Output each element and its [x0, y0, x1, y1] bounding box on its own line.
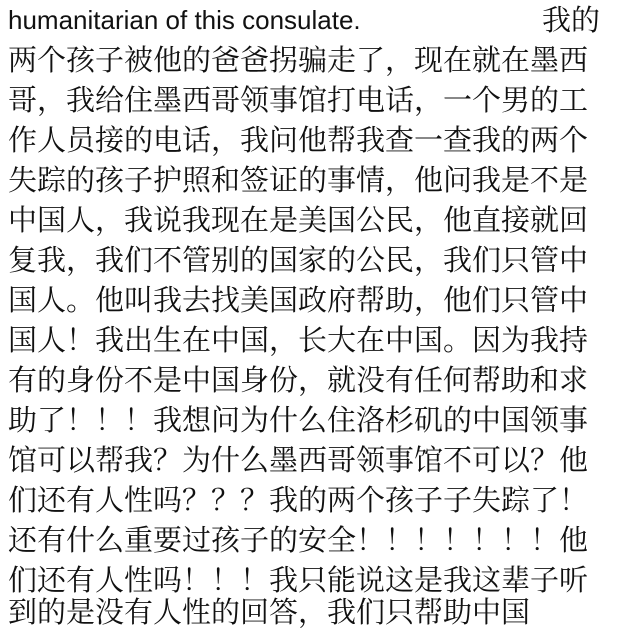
text-line: 中国人，我说我现在是美国公民，他直接就回 [8, 203, 589, 237]
text-line: 到的是没有人性的回答，我们只帮助中国 [8, 595, 531, 629]
text-line: 们还有人性吗？？？我的两个孩子子失踪了！ [8, 483, 589, 517]
text-line: 们还有人性吗！！！我只能说这是我这辈子听 [8, 563, 589, 597]
text-line-cjk: 我的 [542, 3, 601, 37]
text-line [8, 0, 601, 40]
text-line: 国人。他叫我去找美国政府帮助，他们只管中 [8, 283, 589, 317]
text-line: 两个孩子被他的爸爸拐骗走了，现在就在墨西 [8, 43, 589, 77]
text-line: 作人员接的电话，我问他帮我查一查我的两个 [8, 123, 589, 157]
text-line: 失踪的孩子护照和签证的事情，他问我是不是 [8, 163, 589, 197]
text-line: 还有什么重要过孩子的安全！！！！！！！他 [8, 523, 589, 557]
text-line: 有的身份不是中国身份，就没有任何帮助和求 [8, 363, 589, 397]
text-line: 馆可以帮我？为什么墨西哥领事馆不可以？他 [8, 443, 589, 477]
text-line-latin: humanitarian of this consulate. [8, 5, 361, 35]
text-line: 国人！我出生在中国，长大在中国。因为我持 [8, 323, 589, 357]
text-line: 助了！！！我想问为什么住洛杉矶的中国领事 [8, 403, 589, 437]
text-line: 哥，我给住墨西哥领事馆打电话，一个男的工 [8, 83, 589, 117]
text-line: 复我，我们不管别的国家的公民，我们只管中 [8, 243, 589, 277]
